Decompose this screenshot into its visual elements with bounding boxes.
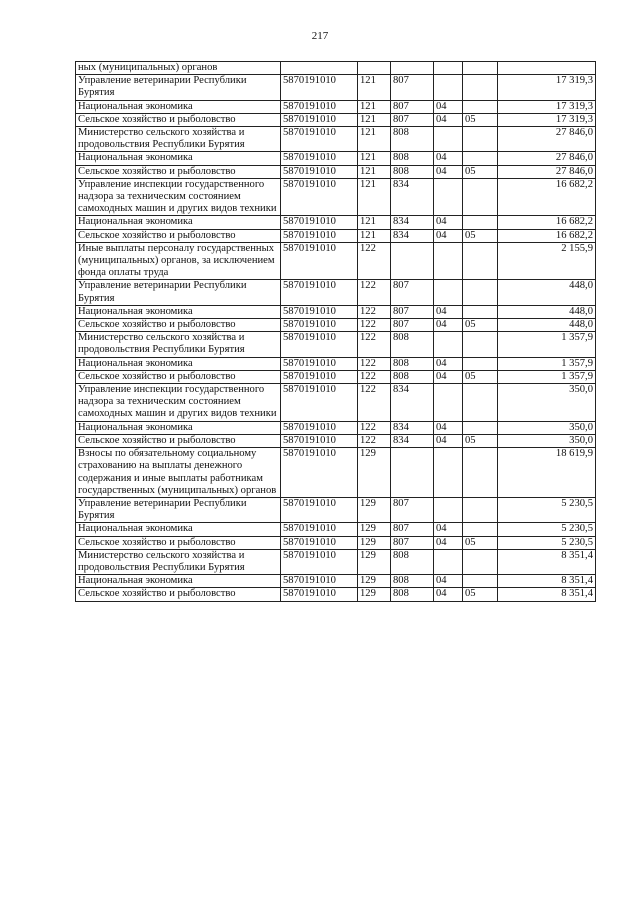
amount-cell: 350,0	[498, 384, 596, 422]
expense-type-code-cell: 122	[358, 305, 391, 318]
administrator-code-cell	[391, 448, 434, 498]
subsection-code-cell	[463, 575, 498, 588]
section-code-cell	[434, 280, 463, 305]
amount-cell: 17 319,3	[498, 113, 596, 126]
target-article-code-cell	[281, 62, 358, 75]
target-article-code-cell: 5870191010	[281, 305, 358, 318]
row-name-cell: Управление ветеринарии Республики Бурятия	[76, 75, 281, 100]
amount-cell: 27 846,0	[498, 127, 596, 152]
row-name-cell: Сельское хозяйство и рыболовство	[76, 113, 281, 126]
subsection-code-cell	[463, 421, 498, 434]
table-row	[76, 75, 596, 100]
section-code-cell: 04	[434, 357, 463, 370]
target-article-code-cell: 5870191010	[281, 421, 358, 434]
table-row	[76, 497, 596, 522]
section-code-cell	[434, 497, 463, 522]
target-article-code-cell: 5870191010	[281, 229, 358, 242]
row-name-cell: Национальная экономика	[76, 523, 281, 536]
row-name-cell: Сельское хозяйство и рыболовство	[76, 165, 281, 178]
amount-cell: 448,0	[498, 319, 596, 332]
row-name-cell: Министерство сельского хозяйства и продовольствия Республики Бурятия	[76, 127, 281, 152]
administrator-code-cell: 808	[391, 152, 434, 165]
section-code-cell	[434, 75, 463, 100]
target-article-code-cell: 5870191010	[281, 216, 358, 229]
amount-cell: 5 230,5	[498, 536, 596, 549]
target-article-code-cell: 5870191010	[281, 127, 358, 152]
target-article-code-cell: 5870191010	[281, 523, 358, 536]
administrator-code-cell: 834	[391, 216, 434, 229]
section-code-cell: 04	[434, 165, 463, 178]
expense-type-code-cell: 121	[358, 100, 391, 113]
row-name-cell: Иные выплаты персоналу государственных (муниципальных) органов, за исключением фонда оплаты труда	[76, 242, 281, 280]
expense-type-code-cell: 122	[358, 384, 391, 422]
table-row	[76, 549, 596, 574]
amount-cell: 27 846,0	[498, 152, 596, 165]
section-code-cell	[434, 127, 463, 152]
target-article-code-cell: 5870191010	[281, 588, 358, 601]
target-article-code-cell: 5870191010	[281, 113, 358, 126]
section-code-cell	[434, 242, 463, 280]
administrator-code-cell: 834	[391, 178, 434, 216]
subsection-code-cell: 05	[463, 319, 498, 332]
table-row	[76, 165, 596, 178]
expense-type-code-cell: 129	[358, 575, 391, 588]
section-code-cell: 04	[434, 588, 463, 601]
section-code-cell: 04	[434, 536, 463, 549]
subsection-code-cell	[463, 178, 498, 216]
administrator-code-cell: 807	[391, 75, 434, 100]
subsection-code-cell	[463, 497, 498, 522]
target-article-code-cell: 5870191010	[281, 332, 358, 357]
expense-type-code-cell: 121	[358, 75, 391, 100]
row-name-cell: Министерство сельского хозяйства и продовольствия Республики Бурятия	[76, 549, 281, 574]
amount-cell: 27 846,0	[498, 165, 596, 178]
target-article-code-cell: 5870191010	[281, 165, 358, 178]
administrator-code-cell: 807	[391, 319, 434, 332]
administrator-code-cell: 808	[391, 549, 434, 574]
row-name-cell: Национальная экономика	[76, 421, 281, 434]
expense-type-code-cell: 122	[358, 319, 391, 332]
table-row	[76, 178, 596, 216]
table-row	[76, 242, 596, 280]
target-article-code-cell: 5870191010	[281, 357, 358, 370]
expense-type-code-cell: 122	[358, 332, 391, 357]
row-name-cell: Национальная экономика	[76, 216, 281, 229]
section-code-cell	[434, 384, 463, 422]
row-name-cell: Национальная экономика	[76, 357, 281, 370]
subsection-code-cell	[463, 549, 498, 574]
expense-type-code-cell: 121	[358, 229, 391, 242]
expense-type-code-cell: 121	[358, 178, 391, 216]
table-row	[76, 588, 596, 601]
subsection-code-cell: 05	[463, 434, 498, 447]
administrator-code-cell: 807	[391, 536, 434, 549]
page-number: 217	[311, 30, 329, 42]
amount-cell: 350,0	[498, 434, 596, 447]
amount-cell: 1 357,9	[498, 332, 596, 357]
amount-cell: 17 319,3	[498, 100, 596, 113]
section-code-cell	[434, 448, 463, 498]
administrator-code-cell	[391, 62, 434, 75]
row-name-cell: Национальная экономика	[76, 305, 281, 318]
subsection-code-cell: 05	[463, 229, 498, 242]
expense-type-code-cell: 122	[358, 434, 391, 447]
amount-cell: 448,0	[498, 280, 596, 305]
amount-cell: 16 682,2	[498, 178, 596, 216]
section-code-cell: 04	[434, 229, 463, 242]
target-article-code-cell: 5870191010	[281, 280, 358, 305]
expense-type-code-cell: 122	[358, 370, 391, 383]
administrator-code-cell: 834	[391, 421, 434, 434]
administrator-code-cell	[391, 242, 434, 280]
table-row	[76, 357, 596, 370]
table-row	[76, 229, 596, 242]
expense-type-code-cell: 129	[358, 523, 391, 536]
expense-type-code-cell: 121	[358, 113, 391, 126]
section-code-cell: 04	[434, 523, 463, 536]
expense-type-code-cell: 129	[358, 497, 391, 522]
section-code-cell	[434, 332, 463, 357]
subsection-code-cell	[463, 384, 498, 422]
target-article-code-cell: 5870191010	[281, 497, 358, 522]
subsection-code-cell: 05	[463, 588, 498, 601]
subsection-code-cell	[463, 75, 498, 100]
section-code-cell	[434, 62, 463, 75]
administrator-code-cell: 807	[391, 100, 434, 113]
administrator-code-cell: 807	[391, 305, 434, 318]
expense-type-code-cell	[358, 62, 391, 75]
target-article-code-cell: 5870191010	[281, 75, 358, 100]
administrator-code-cell: 808	[391, 332, 434, 357]
target-article-code-cell: 5870191010	[281, 152, 358, 165]
table-row	[76, 384, 596, 422]
administrator-code-cell: 834	[391, 229, 434, 242]
table-row	[76, 305, 596, 318]
table-row	[76, 113, 596, 126]
row-name-cell: Управление инспекции государственного надзора за техническим состоянием самоходных машин и других видов техники	[76, 384, 281, 422]
table-row	[76, 523, 596, 536]
row-name-cell: Сельское хозяйство и рыболовство	[76, 536, 281, 549]
table-row	[76, 216, 596, 229]
amount-cell: 448,0	[498, 305, 596, 318]
section-code-cell: 04	[434, 575, 463, 588]
subsection-code-cell	[463, 127, 498, 152]
table-row	[76, 100, 596, 113]
administrator-code-cell: 807	[391, 497, 434, 522]
expense-type-code-cell: 122	[358, 242, 391, 280]
amount-cell: 8 351,4	[498, 588, 596, 601]
table-row	[76, 152, 596, 165]
amount-cell: 8 351,4	[498, 575, 596, 588]
subsection-code-cell	[463, 280, 498, 305]
amount-cell: 1 357,9	[498, 370, 596, 383]
subsection-code-cell	[463, 242, 498, 280]
subsection-code-cell	[463, 332, 498, 357]
section-code-cell	[434, 178, 463, 216]
subsection-code-cell: 05	[463, 370, 498, 383]
amount-cell	[498, 62, 596, 75]
amount-cell: 17 319,3	[498, 75, 596, 100]
expense-type-code-cell: 129	[358, 448, 391, 498]
row-name-cell: Управление ветеринарии Республики Бурятия	[76, 280, 281, 305]
row-name-cell: Национальная экономика	[76, 575, 281, 588]
row-name-cell: Национальная экономика	[76, 152, 281, 165]
section-code-cell: 04	[434, 319, 463, 332]
row-name-cell: Сельское хозяйство и рыболовство	[76, 370, 281, 383]
expense-type-code-cell: 122	[358, 357, 391, 370]
expense-type-code-cell: 129	[358, 536, 391, 549]
section-code-cell: 04	[434, 113, 463, 126]
amount-cell: 18 619,9	[498, 448, 596, 498]
subsection-code-cell	[463, 62, 498, 75]
amount-cell: 5 230,5	[498, 523, 596, 536]
row-name-cell: Управление инспекции государственного надзора за техническим состоянием самоходных машин и других видов техники	[76, 178, 281, 216]
target-article-code-cell: 5870191010	[281, 384, 358, 422]
target-article-code-cell: 5870191010	[281, 242, 358, 280]
row-name-cell: Сельское хозяйство и рыболовство	[76, 434, 281, 447]
table-row	[76, 448, 596, 498]
row-name-cell: Министерство сельского хозяйства и продовольствия Республики Бурятия	[76, 332, 281, 357]
subsection-code-cell	[463, 357, 498, 370]
subsection-code-cell	[463, 523, 498, 536]
target-article-code-cell: 5870191010	[281, 448, 358, 498]
administrator-code-cell: 808	[391, 588, 434, 601]
expense-type-code-cell: 122	[358, 421, 391, 434]
administrator-code-cell: 834	[391, 434, 434, 447]
administrator-code-cell: 808	[391, 357, 434, 370]
expense-type-code-cell: 121	[358, 216, 391, 229]
administrator-code-cell: 808	[391, 127, 434, 152]
table-row	[76, 127, 596, 152]
section-code-cell: 04	[434, 152, 463, 165]
table-row	[76, 370, 596, 383]
row-name-cell: ных (муниципальных) органов	[76, 62, 281, 75]
administrator-code-cell: 807	[391, 113, 434, 126]
administrator-code-cell: 808	[391, 370, 434, 383]
administrator-code-cell: 807	[391, 280, 434, 305]
section-code-cell: 04	[434, 305, 463, 318]
expense-type-code-cell: 121	[358, 127, 391, 152]
table-row	[76, 280, 596, 305]
target-article-code-cell: 5870191010	[281, 549, 358, 574]
row-name-cell: Сельское хозяйство и рыболовство	[76, 229, 281, 242]
expense-type-code-cell: 122	[358, 280, 391, 305]
administrator-code-cell: 808	[391, 575, 434, 588]
subsection-code-cell	[463, 152, 498, 165]
row-name-cell: Национальная экономика	[76, 100, 281, 113]
table-row	[76, 62, 596, 75]
section-code-cell: 04	[434, 434, 463, 447]
table-row	[76, 332, 596, 357]
expense-type-code-cell: 129	[358, 588, 391, 601]
amount-cell: 350,0	[498, 421, 596, 434]
administrator-code-cell: 834	[391, 384, 434, 422]
subsection-code-cell: 05	[463, 113, 498, 126]
amount-cell: 2 155,9	[498, 242, 596, 280]
table-row	[76, 575, 596, 588]
target-article-code-cell: 5870191010	[281, 370, 358, 383]
section-code-cell	[434, 549, 463, 574]
section-code-cell: 04	[434, 216, 463, 229]
subsection-code-cell: 05	[463, 165, 498, 178]
subsection-code-cell	[463, 305, 498, 318]
expense-type-code-cell: 121	[358, 152, 391, 165]
administrator-code-cell: 807	[391, 523, 434, 536]
section-code-cell: 04	[434, 370, 463, 383]
table-row	[76, 421, 596, 434]
amount-cell: 5 230,5	[498, 497, 596, 522]
row-name-cell: Взносы по обязательному социальному страхованию на выплаты денежного содержания и иные выплаты работникам государственных (муниципальных) органов	[76, 448, 281, 498]
subsection-code-cell	[463, 216, 498, 229]
table-row	[76, 536, 596, 549]
target-article-code-cell: 5870191010	[281, 575, 358, 588]
target-article-code-cell: 5870191010	[281, 178, 358, 216]
row-name-cell: Сельское хозяйство и рыболовство	[76, 319, 281, 332]
budget-table-body	[76, 62, 596, 602]
subsection-code-cell: 05	[463, 536, 498, 549]
amount-cell: 8 351,4	[498, 549, 596, 574]
amount-cell: 16 682,2	[498, 216, 596, 229]
table-row	[76, 434, 596, 447]
budget-table	[75, 61, 596, 602]
target-article-code-cell: 5870191010	[281, 100, 358, 113]
table-row	[76, 319, 596, 332]
amount-cell: 1 357,9	[498, 357, 596, 370]
expense-type-code-cell: 121	[358, 165, 391, 178]
row-name-cell: Управление ветеринарии Республики Бурятия	[76, 497, 281, 522]
subsection-code-cell	[463, 448, 498, 498]
row-name-cell: Сельское хозяйство и рыболовство	[76, 588, 281, 601]
amount-cell: 16 682,2	[498, 229, 596, 242]
target-article-code-cell: 5870191010	[281, 319, 358, 332]
target-article-code-cell: 5870191010	[281, 536, 358, 549]
subsection-code-cell	[463, 100, 498, 113]
target-article-code-cell: 5870191010	[281, 434, 358, 447]
section-code-cell: 04	[434, 100, 463, 113]
expense-type-code-cell: 129	[358, 549, 391, 574]
section-code-cell: 04	[434, 421, 463, 434]
administrator-code-cell: 808	[391, 165, 434, 178]
